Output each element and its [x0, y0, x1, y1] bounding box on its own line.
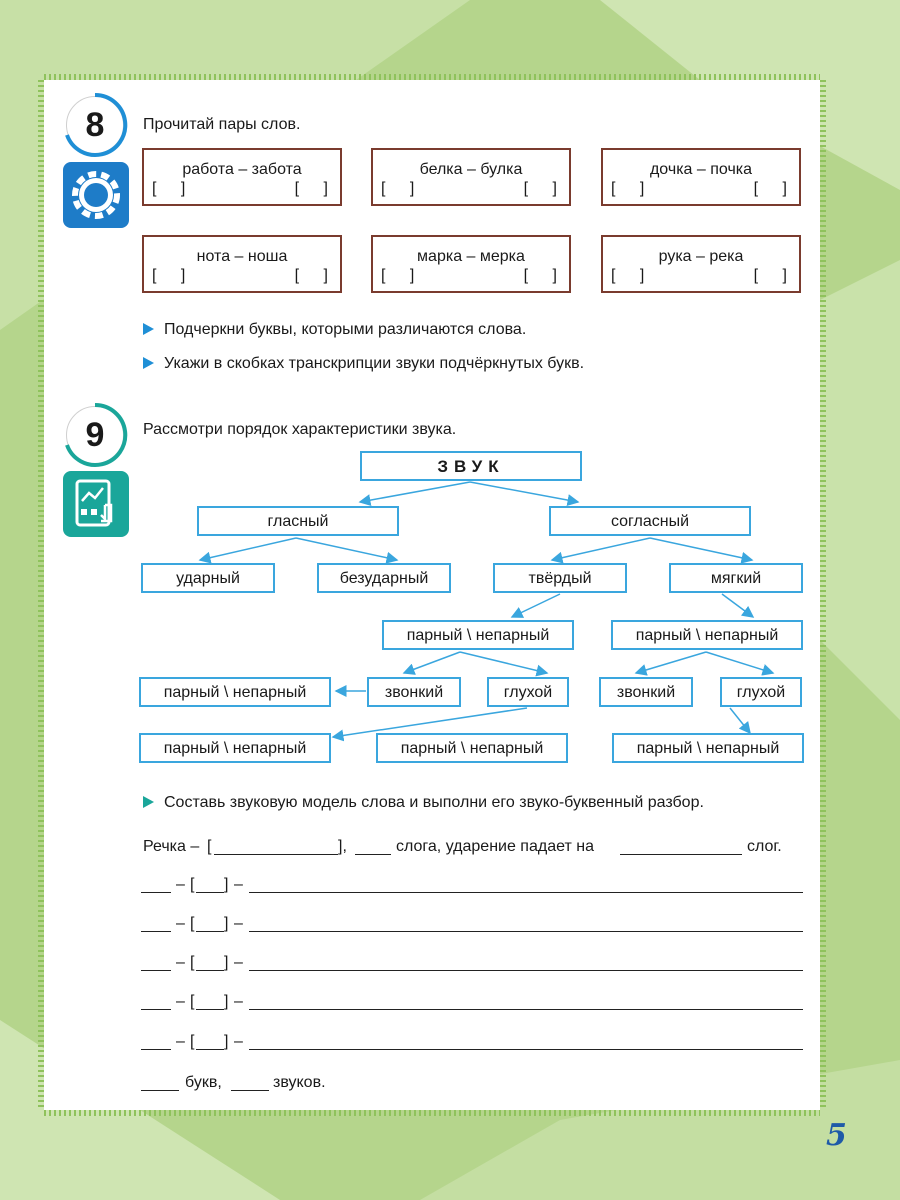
row-dash: –: [176, 1033, 185, 1050]
sound-input[interactable]: [196, 970, 224, 971]
diagram-node-paired-voiceless-hard-a: парный \ непарный: [139, 733, 331, 763]
row-close-bracket: ]: [224, 915, 229, 932]
sound-input[interactable]: [196, 931, 224, 932]
description-input[interactable]: [249, 892, 803, 893]
diagram-node-paired-hard: парный \ непарный: [382, 620, 574, 650]
task-8-number: 8: [85, 106, 105, 144]
row-dash: –: [234, 993, 243, 1010]
transcription-bracket-left[interactable]: [ ]: [152, 180, 196, 197]
syllables-text: слога, ударение падает на: [396, 838, 594, 855]
row-dash: –: [234, 954, 243, 971]
transcription-bracket-right[interactable]: [ ]: [523, 267, 567, 284]
diagram-node-voiceless-hard: глухой: [487, 677, 569, 707]
task-9-bullet: [143, 794, 704, 812]
diagram-node-paired-voiceless-hard-b: парный \ непарный: [376, 733, 568, 763]
diagram-node-paired-voiceless-soft: парный \ непарный: [612, 733, 804, 763]
row-open-bracket: [: [190, 1033, 195, 1050]
transcription-bracket-left[interactable]: [ ]: [611, 180, 655, 197]
diagram-node-paired-soft: парный \ непарный: [611, 620, 803, 650]
transcription-bracket-right[interactable]: [ ]: [523, 180, 567, 197]
transcription-bracket-left[interactable]: [ ]: [381, 267, 425, 284]
sounds-label: звуков.: [273, 1074, 326, 1091]
transcription-bracket-right[interactable]: [ ]: [294, 180, 338, 197]
sound-input[interactable]: [196, 1009, 224, 1010]
letters-label: букв,: [185, 1074, 222, 1091]
page-number: 5: [826, 1118, 847, 1153]
letter-input[interactable]: [141, 1009, 171, 1010]
row-open-bracket: [: [190, 915, 195, 932]
letter-input[interactable]: [141, 1049, 171, 1050]
diagram-node-unstressed: безударный: [317, 563, 451, 593]
diagram-node-paired-voiced-hard: парный \ непарный: [139, 677, 331, 707]
diagram-node-consonant: согласный: [549, 506, 751, 536]
transcription-bracket-left[interactable]: [ ]: [152, 267, 196, 284]
word-pair: работа – забота: [182, 161, 302, 178]
diagram-node-voiced-hard: звонкий: [367, 677, 461, 707]
description-input[interactable]: [249, 931, 803, 932]
description-input[interactable]: [249, 970, 803, 971]
diagram-node-hard: твёрдый: [493, 563, 627, 593]
description-input[interactable]: [249, 1009, 803, 1010]
letters-count-input[interactable]: [141, 1090, 179, 1091]
word-pair: белка – булка: [419, 161, 523, 178]
diagram-node-sound: ЗВУК: [360, 451, 582, 481]
close-bracket: ],: [338, 838, 347, 855]
bullet-triangle-icon: [143, 796, 154, 808]
syllable-end-text: слог.: [747, 838, 782, 855]
transcription-input[interactable]: [214, 854, 338, 855]
row-close-bracket: ]: [224, 876, 229, 893]
row-dash: –: [176, 876, 185, 893]
word-pair: марка – мерка: [417, 248, 525, 265]
word-label: Речка –: [143, 838, 200, 855]
stress-syllable-input[interactable]: [620, 854, 742, 855]
transcription-bracket-right[interactable]: [ ]: [753, 267, 797, 284]
diagram-node-voiced-soft: звонкий: [599, 677, 693, 707]
row-dash: –: [234, 915, 243, 932]
bullet-text: Подчеркни буквы, которыми различаются слова.: [164, 321, 527, 338]
sound-input[interactable]: [196, 1049, 224, 1050]
word-pair: дочка – почка: [649, 161, 753, 178]
transcription-bracket-left[interactable]: [ ]: [611, 267, 655, 284]
task-9-number: 9: [85, 416, 105, 454]
row-open-bracket: [: [190, 954, 195, 971]
word-pair: нота – ноша: [196, 248, 288, 265]
row-dash: –: [234, 1033, 243, 1050]
row-close-bracket: ]: [224, 993, 229, 1010]
row-close-bracket: ]: [224, 1033, 229, 1050]
row-dash: –: [176, 915, 185, 932]
task-8-instruction: Прочитай пары слов.: [143, 116, 301, 133]
row-dash: –: [176, 993, 185, 1010]
row-dash: –: [176, 954, 185, 971]
letter-input[interactable]: [141, 931, 171, 932]
transcription-bracket-right[interactable]: [ ]: [753, 180, 797, 197]
bullet-text: Укажи в скобках транскрипции звуки подчёркнутых букв.: [164, 355, 585, 372]
row-open-bracket: [: [190, 993, 195, 1010]
row-close-bracket: ]: [224, 954, 229, 971]
row-open-bracket: [: [190, 876, 195, 893]
bullet-text: Составь звуковую модель слова и выполни его звуко-буквенный разбор.: [164, 794, 704, 811]
letter-input[interactable]: [141, 970, 171, 971]
letter-input[interactable]: [141, 892, 171, 893]
sounds-count-input[interactable]: [231, 1090, 269, 1091]
diagram-node-stressed: ударный: [141, 563, 275, 593]
open-bracket: [: [207, 838, 212, 855]
diagram-node-soft: мягкий: [669, 563, 803, 593]
syllable-count-input[interactable]: [355, 854, 391, 855]
word-pair: рука – река: [658, 248, 744, 265]
diagram-node-vowel: гласный: [197, 506, 399, 536]
transcription-bracket-left[interactable]: [ ]: [381, 180, 425, 197]
task-9-instruction: Рассмотри порядок характеристики звука.: [143, 421, 457, 438]
description-input[interactable]: [249, 1049, 803, 1050]
diagram-node-voiceless-soft: глухой: [720, 677, 802, 707]
transcription-bracket-right[interactable]: [ ]: [294, 267, 338, 284]
row-dash: –: [234, 876, 243, 893]
sound-input[interactable]: [196, 892, 224, 893]
